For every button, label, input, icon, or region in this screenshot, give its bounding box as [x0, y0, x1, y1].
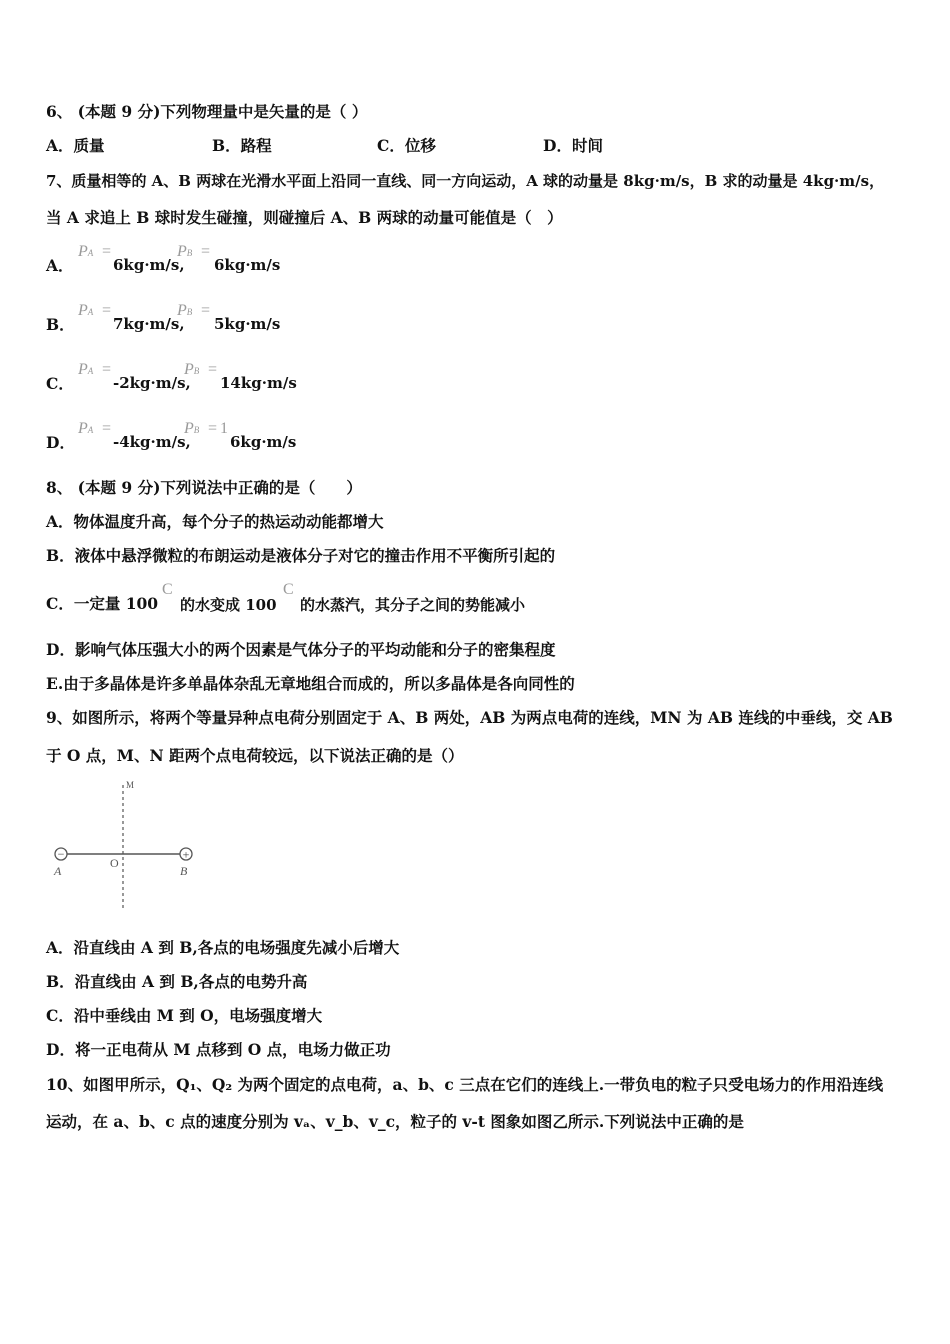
- q6-option-a[interactable]: A．质量: [46, 136, 105, 155]
- q7-option-c-label[interactable]: C．: [46, 374, 74, 393]
- pb-symbol: PB: [177, 302, 193, 319]
- q8-option-a[interactable]: A．物体温度升高，每个分子的热运动动能都增大: [46, 512, 384, 531]
- charge-b-sign: +: [182, 847, 190, 862]
- label-m: M: [126, 780, 135, 790]
- pa-symbol: PA: [78, 243, 94, 260]
- q7-option-d-pa: -4kg·m/s,: [113, 433, 191, 451]
- pa-symbol: PA: [78, 361, 94, 378]
- degree-celsius-symbol: C: [162, 581, 173, 598]
- q8-option-b[interactable]: B．液体中悬浮微粒的布朗运动是液体分子对它的撞击作用不平衡所引起的: [46, 546, 556, 565]
- equals-sign: =: [102, 420, 112, 437]
- q8-option-c-part1[interactable]: C．一定量 100: [46, 594, 159, 613]
- pa-symbol: PA: [78, 302, 94, 319]
- charges-figure: [50, 775, 200, 915]
- q7-stem-line1: 7、质量相等的 A、B 两球在光滑水平面上沿同一直线、同一方向运动，A 球的动量是 8kg·m/s，B 求的动量是 4kg·m/s，: [46, 172, 885, 190]
- pb-symbol: PB: [177, 243, 193, 260]
- q9-stem-line1: 9、如图所示，将两个等量异种点电荷分别固定于 A、B 两处，AB 为两点电荷的连线，MN 为 AB 连线的中垂线，交 AB: [46, 708, 893, 727]
- q6-option-d[interactable]: D．时间: [543, 136, 603, 155]
- equals-sign: =: [201, 243, 211, 260]
- equals-sign: =: [102, 302, 112, 319]
- q10-stem-line1: 10、如图甲所示，Q₁、Q₂ 为两个固定的点电荷，a、b、c 三点在它们的连线上.一带负电的粒子只受电场力的作用沿连线: [46, 1075, 884, 1094]
- q8-option-d[interactable]: D．影响气体压强大小的两个因素是气体分子的平均动能和分子的密集程度: [46, 640, 556, 659]
- equals-sign: =: [102, 361, 112, 378]
- label-b: B: [180, 864, 188, 878]
- charge-a-sign: −: [57, 847, 65, 861]
- q7-option-b-pa: 7kg·m/s,: [113, 315, 185, 333]
- q7-option-a-label[interactable]: A．: [46, 256, 74, 275]
- label-o: O: [110, 856, 119, 870]
- equals-sign: =: [102, 243, 112, 260]
- equals-sign: =: [208, 361, 218, 378]
- q6-option-b[interactable]: B．路程: [212, 136, 272, 155]
- q7-option-c-pa: -2kg·m/s,: [113, 374, 191, 392]
- q6-stem: 6、 (本题 9 分)下列物理量中是矢量的是（ ）: [46, 102, 368, 121]
- q9-option-c[interactable]: C．沿中垂线由 M 到 O，电场强度增大: [46, 1006, 323, 1025]
- q9-option-b[interactable]: B．沿直线由 A 到 B,各点的电势升高: [46, 972, 308, 991]
- degree-celsius-symbol: C: [283, 581, 294, 598]
- q9-stem-line2: 于 O 点，M、N 距两个点电荷较远，以下说法正确的是（）: [46, 746, 464, 765]
- q9-option-d[interactable]: D．将一正电荷从 M 点移到 O 点，电场力做正功: [46, 1040, 391, 1059]
- q7-stem-line2: 当 A 求追上 B 球时发生碰撞，则碰撞后 A、B 两球的动量可能值是（ ）: [46, 208, 563, 227]
- q7-option-b-pb: 5kg·m/s: [214, 315, 281, 333]
- q7-option-d-pb: 6kg·m/s: [230, 433, 297, 451]
- pa-symbol: PA: [78, 420, 94, 437]
- label-a: A: [54, 864, 62, 878]
- q7-option-a-pa: 6kg·m/s,: [113, 256, 185, 274]
- q9-option-a[interactable]: A．沿直线由 A 到 B,各点的电场强度先减小后增大: [46, 938, 400, 957]
- q7-option-b-label[interactable]: B．: [46, 315, 75, 334]
- q6-option-c[interactable]: C．位移: [377, 136, 436, 155]
- q8-stem: 8、 (本题 9 分)下列说法中正确的是（ ）: [46, 478, 362, 497]
- equals-sign: =: [201, 302, 211, 319]
- q7-option-a-pb: 6kg·m/s: [214, 256, 281, 274]
- equals-sign: =: [208, 420, 218, 437]
- q7-option-c-pb: 14kg·m/s: [220, 374, 297, 392]
- pb-symbol: PB: [184, 420, 200, 437]
- q8-option-c-part2: 的水变成 100: [180, 596, 277, 614]
- q10-stem-line2: 运动，在 a、b、c 点的速度分别为 vₐ、v_b、v_c，粒子的 v-t 图象如图乙所示.下列说法中正确的是: [46, 1112, 744, 1131]
- pb-symbol: PB: [184, 361, 200, 378]
- q8-option-e[interactable]: E.由于多晶体是许多单晶体杂乱无章地组合而成的，所以多晶体是各向同性的: [46, 674, 575, 693]
- q7-option-d-label[interactable]: D．: [46, 433, 75, 452]
- pb-prefix-digit: 1: [220, 420, 228, 437]
- q8-option-c-part3: 的水蒸汽，其分子之间的势能减小: [300, 596, 526, 614]
